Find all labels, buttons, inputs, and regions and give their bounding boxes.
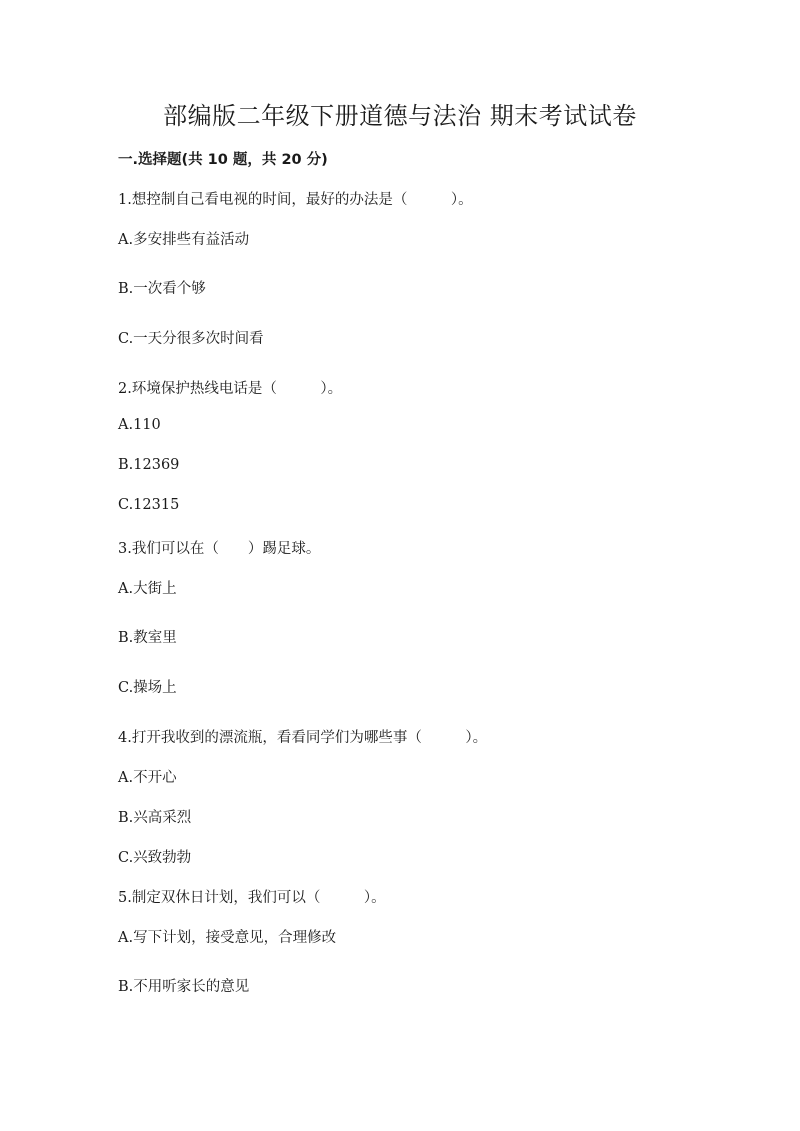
answer-option: B.12369: [118, 457, 180, 473]
answer-option: C.兴致勃勃: [118, 850, 192, 866]
answer-option: C.12315: [118, 497, 180, 513]
answer-option: A.写下计划，接受意见，合理修改: [118, 930, 337, 946]
answer-option: B.不用听家长的意见: [118, 979, 250, 995]
section-heading: 一.选择题(共 10 题，共 20 分): [118, 152, 328, 168]
answer-option: A.不开心: [118, 770, 177, 786]
question-stem: 4.打开我收到的漂流瓶，看看同学们为哪些事（ ）。: [118, 730, 488, 746]
question-stem: 5.制定双休日计划，我们可以（ ）。: [118, 890, 386, 906]
page-title: 部编版二年级下册道德与法治 期末考试试卷: [163, 102, 637, 130]
question-stem: 1.想控制自己看电视的时间，最好的办法是（ ）。: [118, 192, 473, 208]
answer-option: B.教室里: [118, 630, 177, 646]
answer-option: C.一天分很多次时间看: [118, 331, 264, 347]
question-stem: 2.环境保护热线电话是（ ）。: [118, 381, 343, 397]
answer-option: B.兴高采烈: [118, 810, 192, 826]
answer-option: C.操场上: [118, 680, 177, 696]
answer-option: A.大街上: [118, 581, 177, 597]
answer-option: A.110: [118, 417, 161, 433]
answer-option: A.多安排些有益活动: [118, 232, 250, 248]
question-stem: 3.我们可以在（ ）踢足球。: [118, 541, 321, 557]
answer-option: B.一次看个够: [118, 281, 206, 297]
